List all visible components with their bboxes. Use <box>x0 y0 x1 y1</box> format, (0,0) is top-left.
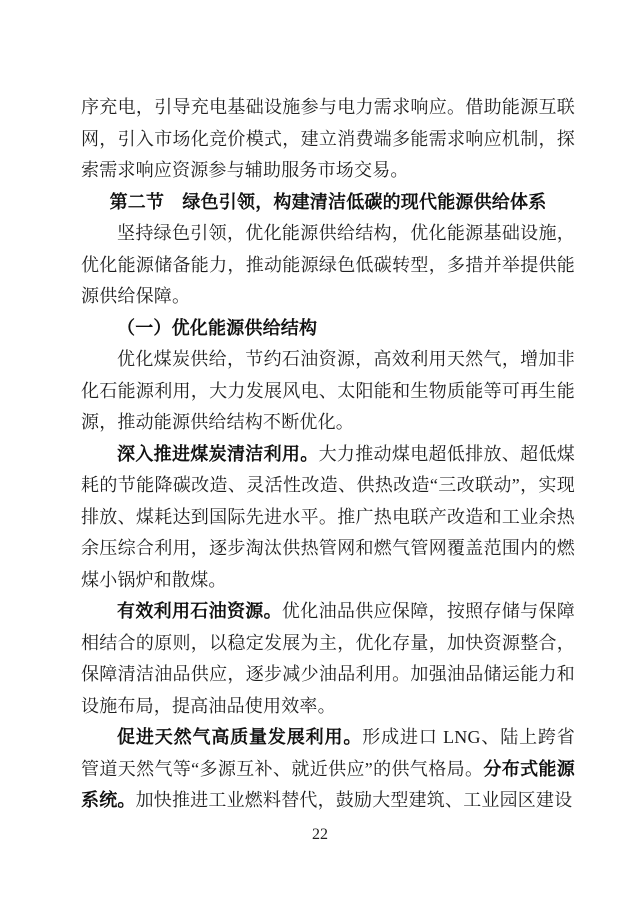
page-number: 22 <box>312 826 328 843</box>
subsection-heading <box>81 313 575 345</box>
paragraph <box>81 722 575 817</box>
text-run: 优化煤炭供给，节约石油资源，高效利用天然气，增加非化石能源利用，大力发展风电、太阳能和生物质能等可再生能源，推动能源供给结构不断优化。 <box>81 349 575 432</box>
text-run: 序充电，引导充电基础设施参与电力需求响应。借助能源互联网，引入市场化竞价模式，建立消费端多能需求响应机制，探索需求响应资源参与辅助服务市场交易。 <box>81 97 575 180</box>
bold-text-run: 分布式能源系统。 <box>81 758 575 810</box>
bold-text-run: 第二节 绿色引领，构建清洁低碳的现代能源供给体系 <box>109 191 547 212</box>
paragraph <box>81 218 575 313</box>
bold-text-run: 促进天然气高质量发展利用。 <box>117 727 363 747</box>
paragraph <box>81 344 575 439</box>
document-body <box>81 92 575 817</box>
text-run: 加快推进工业燃料替代，鼓励大型建筑、工业园区建设 <box>135 790 573 810</box>
paragraph <box>81 596 575 722</box>
text-run: 坚持绿色引领，优化能源供给结构，优化能源基础设施，优化能源储备能力，推动能源绿色低碳转型，多措并举提供能源供给保障。 <box>81 223 575 306</box>
bold-text-run: （一）优化能源供给结构 <box>117 317 318 338</box>
bold-text-run: 有效利用石油资源。 <box>117 601 282 621</box>
text-run: 大力推动煤电超低排放、超低煤耗的节能降碳改造、灵活性改造、供热改造“三改联动”，实现排放、煤耗达到国际先进水平。推广热电联产改造和工业余热余压综合利用，逐步淘汰供热管网和燃气管网覆盖范围内的燃煤小锅炉和散煤。 <box>81 443 575 590</box>
paragraph <box>81 439 575 597</box>
bold-text-run: 深入推进煤炭清洁利用。 <box>117 443 319 464</box>
text-run: 形成进口 LNG、陆上跨省管道天然气等“多源互补、就近供应”的供气格局。 <box>81 727 575 779</box>
text-run: 优化油品供应保障，按照存储与保障相结合的原则，以稳定发展为主，优化存量，加快资源整合，保障清洁油品供应，逐步减少油品利用。加强油品储运能力和设施布局，提高油品使用效率。 <box>81 601 575 716</box>
section-heading <box>81 187 575 219</box>
paragraph-continuation <box>81 92 575 187</box>
